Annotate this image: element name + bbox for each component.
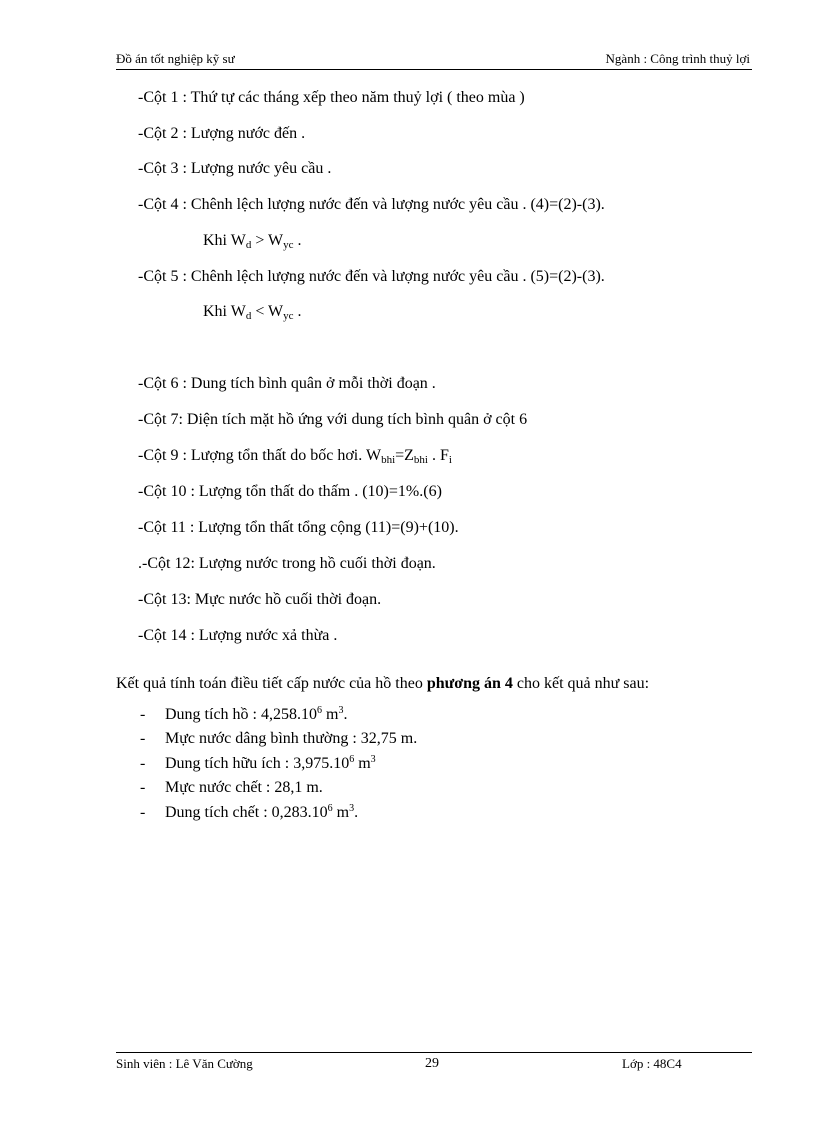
col-5-text: -Cột 5 : Chênh lệch lượng nước đến và lượng nước yêu cầu . (5)=(2)-(3).	[138, 268, 605, 285]
header-right: Ngành : Công trình thuỷ lợi	[605, 51, 750, 66]
result-paragraph: Kết quả tính toán điều tiết cấp nước của hồ theo phương án 4 cho kết quả như sau:	[116, 675, 650, 692]
list-item: - Dung tích chết : 0,283.10$^6$ $m^3$.	[140, 803, 359, 821]
col-10-text: -Cột 10 : Lượng tổn thất do thấm . (10)=1%.(6)	[138, 483, 442, 500]
col-2-text: -Cột 2 : Lượng nước đến .	[138, 125, 306, 142]
col-4-condition: Khi $W_d > W_{yc}$ .	[203, 232, 302, 251]
col-6-text: -Cột 6 : Dung tích bình quân ở mỗi thời đoạn .	[138, 375, 436, 392]
footer-class: Lớp : 48C4	[622, 1056, 682, 1071]
col-5-condition: Khi $W_d < W_{yc}$ .	[203, 303, 302, 322]
col-9-text: -Cột 9 : Lượng tổn thất do bốc hơi. $W_{bhi}=Z_{bhi}$ . $F_i$	[138, 447, 452, 466]
list-item: - Mực nước chết : 28,1 m.	[140, 778, 323, 796]
col-13-text: -Cột 13: Mực nước hồ cuối thời đoạn.	[138, 591, 382, 608]
col-11-text: -Cột 11 : Lượng tổn thất tổng cộng (11)=(9)+(10).	[138, 519, 459, 536]
page-number: 29	[425, 1056, 439, 1071]
footer-student: Sinh viên : Lê Văn Cường	[116, 1056, 253, 1071]
col-7-text: -Cột 7: Diện tích mặt hồ ứng với dung tích bình quân ở cột 6	[138, 411, 528, 428]
result-list	[140, 705, 417, 828]
col-4-text: -Cột 4 : Chênh lệch lượng nước đến và lượng nước yêu cầu . (4)=(2)-(3).	[138, 196, 605, 213]
result-option: phương án 4	[426, 675, 513, 692]
col-12-text: .-Cột 12: Lượng nước trong hồ cuối thời đoạn.	[138, 555, 436, 572]
footer-rule	[116, 1052, 752, 1053]
list-item: - Dung tích hữu ích : 3,975.10$^6$ $m^3$	[140, 754, 376, 772]
col-3-text: -Cột 3 : Lượng nước yêu cầu .	[138, 160, 332, 177]
header-rule	[116, 69, 752, 70]
page-header	[116, 51, 752, 71]
header-left: Đồ án tốt nghiệp kỹ sư	[116, 51, 235, 66]
col-1-text: -Cột 1 : Thứ tự các tháng xếp theo năm thuỷ lợi ( theo mùa )	[138, 89, 525, 106]
list-item: - Dung tích hồ : 4,258.10$^6$ $m^3$.	[140, 705, 348, 723]
list-item: - Mực nước dâng bình thường : 32,75 m.	[140, 729, 418, 747]
col-14-text: -Cột 14 : Lượng nước xả thừa .	[138, 627, 338, 644]
